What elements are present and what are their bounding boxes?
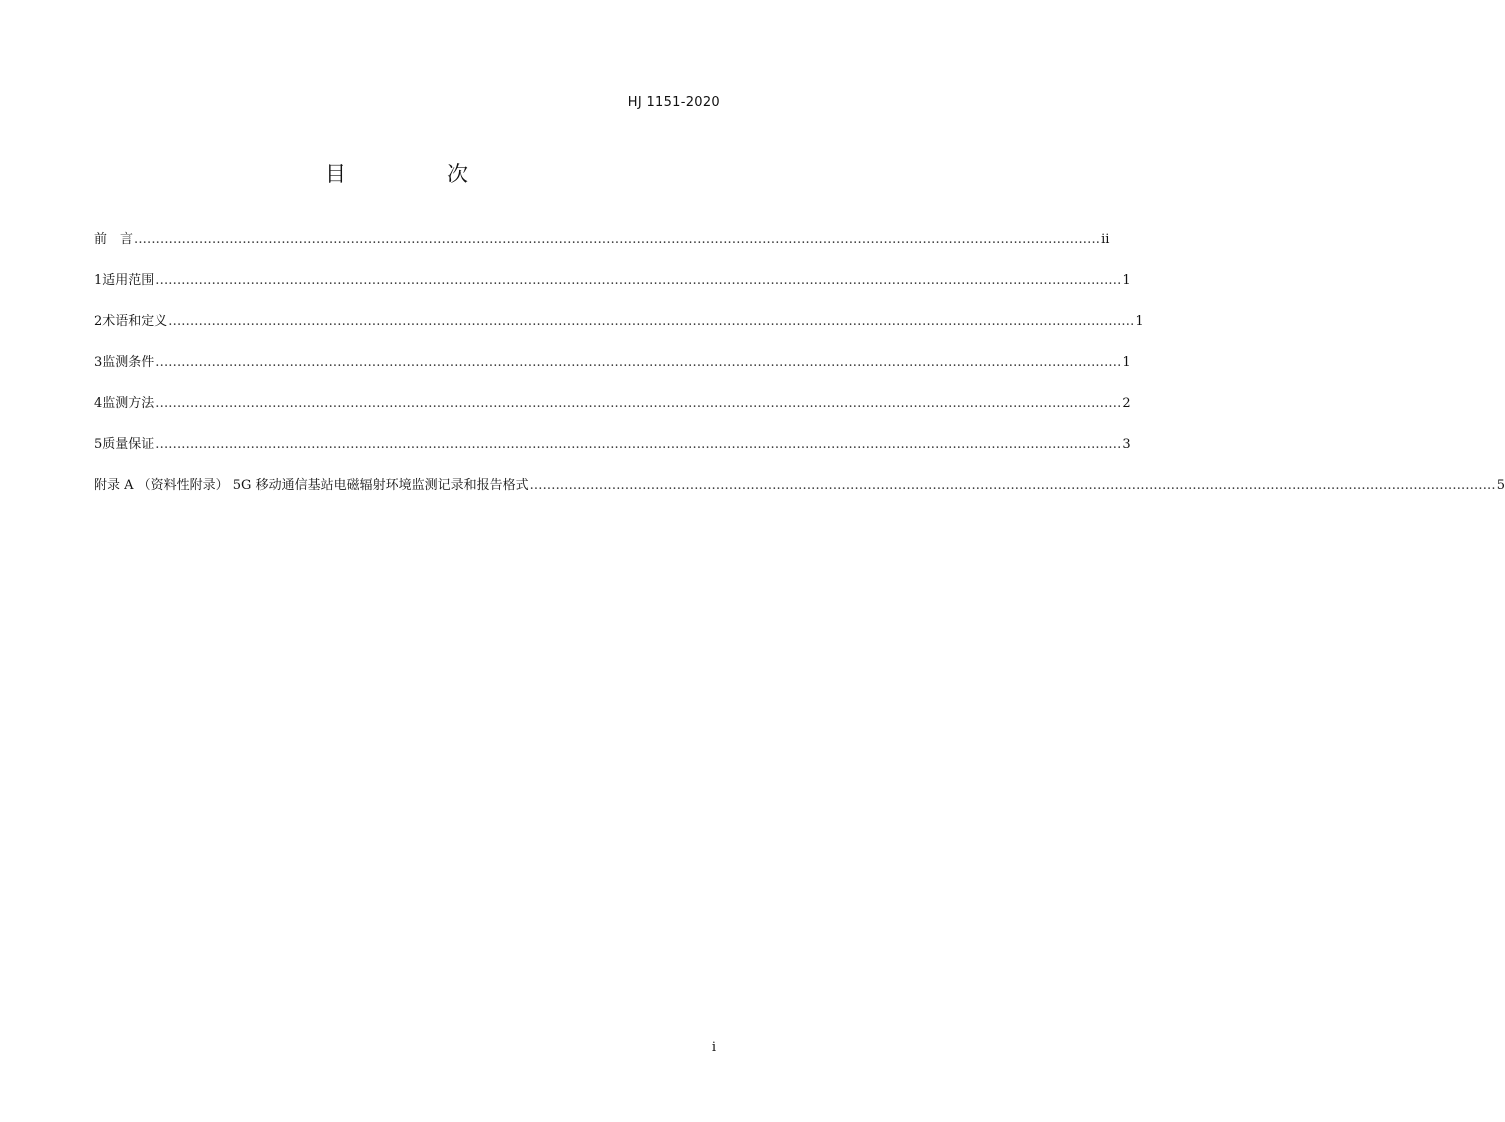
toc-entry-appendix-a[interactable] bbox=[94, 474, 1505, 504]
toc-entry-label: 质量保证 bbox=[102, 437, 155, 452]
table-of-contents bbox=[94, 228, 1505, 504]
toc-leader-dots: ............................................................................................................................................................................................................................... bbox=[134, 232, 1101, 247]
document-code: HJ 1151-2020 bbox=[627, 95, 720, 110]
toc-entry-3[interactable] bbox=[94, 351, 1131, 392]
toc-leader-dots: ............................................................................................................................................................................................................................... bbox=[529, 478, 1496, 493]
toc-entry-number: 3 bbox=[94, 355, 103, 370]
toc-leader-dots: ............................................................................................................................................................................................................................... bbox=[168, 314, 1135, 329]
toc-entry-label: 监测条件 bbox=[102, 355, 155, 370]
toc-entry-4[interactable] bbox=[94, 392, 1131, 433]
toc-entry-label: 附录 A （资料性附录） 5G 移动通信基站电磁辐射环境监测记录和报告格式 bbox=[94, 478, 529, 493]
toc-entry-page: 3 bbox=[1122, 437, 1131, 452]
toc-entry-label: 术语和定义 bbox=[102, 314, 168, 329]
toc-entry-page: 1 bbox=[1135, 314, 1144, 329]
toc-entry-number: 1 bbox=[94, 273, 103, 288]
toc-entry-number: 4 bbox=[94, 396, 103, 411]
toc-title: 目 次 bbox=[325, 162, 508, 186]
toc-entry-page: 1 bbox=[1122, 273, 1131, 288]
toc-entry-1[interactable] bbox=[94, 269, 1131, 310]
toc-entry-page: 5 bbox=[1496, 478, 1505, 493]
toc-leader-dots: ............................................................................................................................................................................................................................... bbox=[155, 396, 1122, 411]
page-number: i bbox=[711, 1040, 716, 1055]
toc-leader-dots: ............................................................................................................................................................................................................................... bbox=[155, 437, 1122, 452]
toc-entry-label: 前 言 bbox=[94, 232, 134, 247]
toc-entry-number: 2 bbox=[94, 314, 103, 329]
toc-entry-foreword[interactable] bbox=[94, 228, 1110, 269]
toc-leader-dots: ............................................................................................................................................................................................................................... bbox=[155, 355, 1122, 370]
toc-entry-2[interactable] bbox=[94, 310, 1144, 351]
toc-entry-page: 2 bbox=[1122, 396, 1131, 411]
toc-entry-page: ii bbox=[1101, 232, 1110, 247]
toc-entry-5[interactable] bbox=[94, 433, 1131, 474]
toc-entry-number: 5 bbox=[94, 437, 103, 452]
toc-entry-page: 1 bbox=[1122, 355, 1131, 370]
toc-leader-dots: ............................................................................................................................................................................................................................... bbox=[155, 273, 1122, 288]
toc-entry-label: 监测方法 bbox=[102, 396, 155, 411]
toc-entry-label: 适用范围 bbox=[102, 273, 155, 288]
